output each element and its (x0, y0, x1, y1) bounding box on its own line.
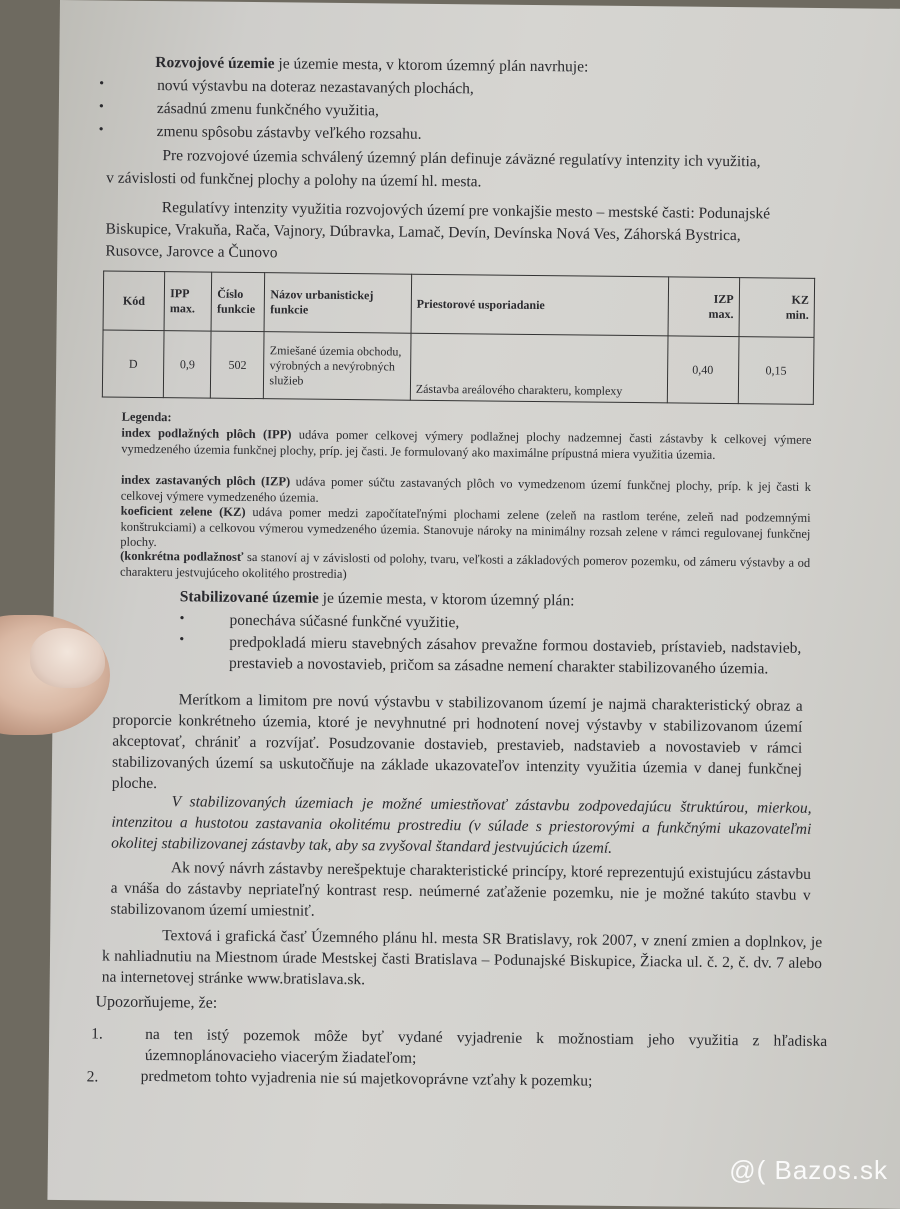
header-izp: IZP max. (668, 277, 740, 337)
notice-number-1: 1. (91, 1025, 103, 1043)
cell-kod: D (102, 330, 164, 398)
cell-nazov: Zmiešané územia obchodu, výrobných a nevýrobných služieb (264, 332, 411, 401)
bullet-icon: • (179, 611, 185, 627)
bullet-icon: • (98, 122, 104, 138)
legend-title: Legenda: (121, 409, 172, 425)
dev-intro (155, 53, 588, 78)
header-nazov: Názov urbanistickej funkcie (264, 273, 411, 334)
notice-title: Upozorňujeme, že: (95, 993, 218, 1012)
cell-priestorove: Zástavba areálového charakteru, komplexy (410, 333, 667, 403)
p2-line-2: Biskupice, Vrakuňa, Rača, Vajnory, Dúbravka, Lamač, Devín, Devínska Nová Ves, Záhorská Bystrica, (105, 220, 741, 245)
dev-bullet-3: zmenu spôsobu zástavby veľkého rozsahu. (156, 123, 422, 143)
dev-intro-bold: Rozvojové územie (155, 54, 275, 73)
document-page (47, 0, 900, 1209)
header-ipp: IPP max. (164, 272, 212, 331)
header-cislo: Číslo funkcie (211, 272, 265, 332)
stab-paragraph-1: Merítkom a limitom pre novú výstavbu v stabilizovanom území je najmä charakteristický obraz a proporcie konkrétneho územia, ktoré je nevyhnutné pri hodnotení novej výstavby v stabilizovanom území akceptovať, chrániť a rozvíjať. Posudzovanie dostavieb, prestavieb, nadstavieb a novostavieb v rámci stabilizovaných území sa uskutočňuje na základe ukazovateľov intenzity využitia územia v danej funkčnej ploche. (111, 691, 803, 793)
notice-item-1: na ten istý pozemok môže byť vydané vyjadrenie k možnostiam jeho využitia z hľadiska územnoplánovacieho viacerým žiadateľom; (144, 1025, 828, 1067)
stab-intro: Stabilizované územie je územie mesta, v ktorom územný plán: (179, 588, 575, 610)
header-priestorove: Priestorové usporiadanie (411, 274, 668, 336)
cell-kz: 0,15 (738, 337, 814, 405)
legend-izp: index zastavaných plôch (IZP) udáva pomer súčtu zastavaných plôch vo vymedzenom území funkčnej plochy, príp. k jej časti k celkovej výmere vymedzeného územia. (120, 472, 812, 505)
dev-bullet-1: novú výstavbu na doteraz nezastavaných plochách, (157, 77, 474, 98)
header-kod: Kód (103, 271, 165, 331)
notice-item-2: predmetom tohto vyjadrenia nie sú majetkovoprávne vzťahy k pozemku; (140, 1067, 593, 1090)
p2-line-1: Regulatívy intenzity využitia rozvojových území pre vonkajšie mesto – mestské časti: Podunajské (161, 199, 771, 223)
table-row (102, 330, 814, 404)
stab-paragraph-4: Textová i grafická časť Územného plánu hl. mesta SR Bratislavy, rok 2007, v znení zmien a doplnkov, je k nahliadnutiu na Miestnom úrade Mestskej časti Bratislava – Podunajské Biskupice, Žiacka ul. č. 2, č. dv. 7 alebo na internetovej stránke www.bratislava.sk. (101, 927, 823, 989)
header-kz: KZ min. (739, 278, 815, 338)
notice-number-2: 2. (86, 1068, 99, 1086)
bullet-icon: • (99, 76, 105, 92)
bullet-icon: • (179, 632, 185, 648)
stab-bullet-2: predpokladá mieru stavebných zásahov prevažne formou dostavieb, prístavieb, nadstavieb, prestavieb a novostavieb, pričom sa zásadne nemení charakter stabilizovaného územia. (228, 633, 802, 678)
legend-kz: koeficient zelene (KZ) udáva pomer medzi započítateľnými plochami zelene (zeleň na rastlom teréne, zeleň nad podzemnými konštrukciami) a celkovou výmerou vymedzeného územia. Stanovuje nároky na minimálny rozsah zelene v rámci regulovanej funkčnej plochy. (120, 503, 811, 550)
regulation-table (102, 270, 815, 404)
p2-line-3: Rusovce, Jarovce a Čunovo (105, 242, 278, 262)
cell-cislo: 502 (211, 331, 265, 399)
table-header-row (103, 271, 815, 337)
watermark-logo: @( Bazos.sk (729, 1155, 888, 1185)
legend-ipp: index podlažných plôch (IPP) udáva pomer celkovej výmery podlažnej plochy nadzemnej časti zástavby k celkovej výmere vymedzeného územia funkčnej plochy, príp. jej časti. Je formulovaný ako maximálne prípustná miera využitia územia. (121, 425, 812, 462)
dev-bullet-2: zásadnú zmenu funkčného využitia, (156, 100, 380, 120)
bullet-icon: • (98, 99, 104, 115)
dev-intro-rest: je územie mesta, v ktorom územný plán navrhuje: (274, 55, 589, 76)
cell-izp: 0,40 (667, 336, 739, 404)
stab-bullet-1: ponecháva súčasné funkčné využitie, (229, 611, 460, 632)
p1-line-1: Pre rozvojové územia schválený územný plán definuje záväzné regulatívy intenzity ich využitia, (162, 147, 761, 171)
stab-paragraph-3: Ak nový návrh zástavby nerešpektuje charakteristické princípy, ktoré reprezentujú existujúcu zástavbu a vnáša do zástavby nepriateľný kontrast resp. neúmerné zaťaženie pozemku, nie je možné takúto stavbu v stabilizovanom území umiestniť. (110, 859, 811, 920)
stab-paragraph-2: V stabilizovaných územiach je možné umiestňovať zástavbu zodpovedajúcu štruktúrou, mierkou, intenzitou a hustotou zastavania okolitému prostrediu (v súlade s priestorovými a funkčnými ukazovateľmi okolitej stabilizovanej zástavby tak, aby sa zvyšoval štandard jestvujúcich území. (111, 793, 812, 857)
legend-konkretna: (konkrétna podlažnosť sa stanoví aj v závislosti od polohy, tvaru, veľkosti a základových pomerov pozemku, od zámeru výstavby a od charakteru jestvujúceho okolitého prostredia) (119, 548, 811, 581)
cell-ipp: 0,9 (164, 331, 212, 398)
p1-line-2: v závislosti od funkčnej plochy a polohy na území hl. mesta. (106, 169, 482, 191)
